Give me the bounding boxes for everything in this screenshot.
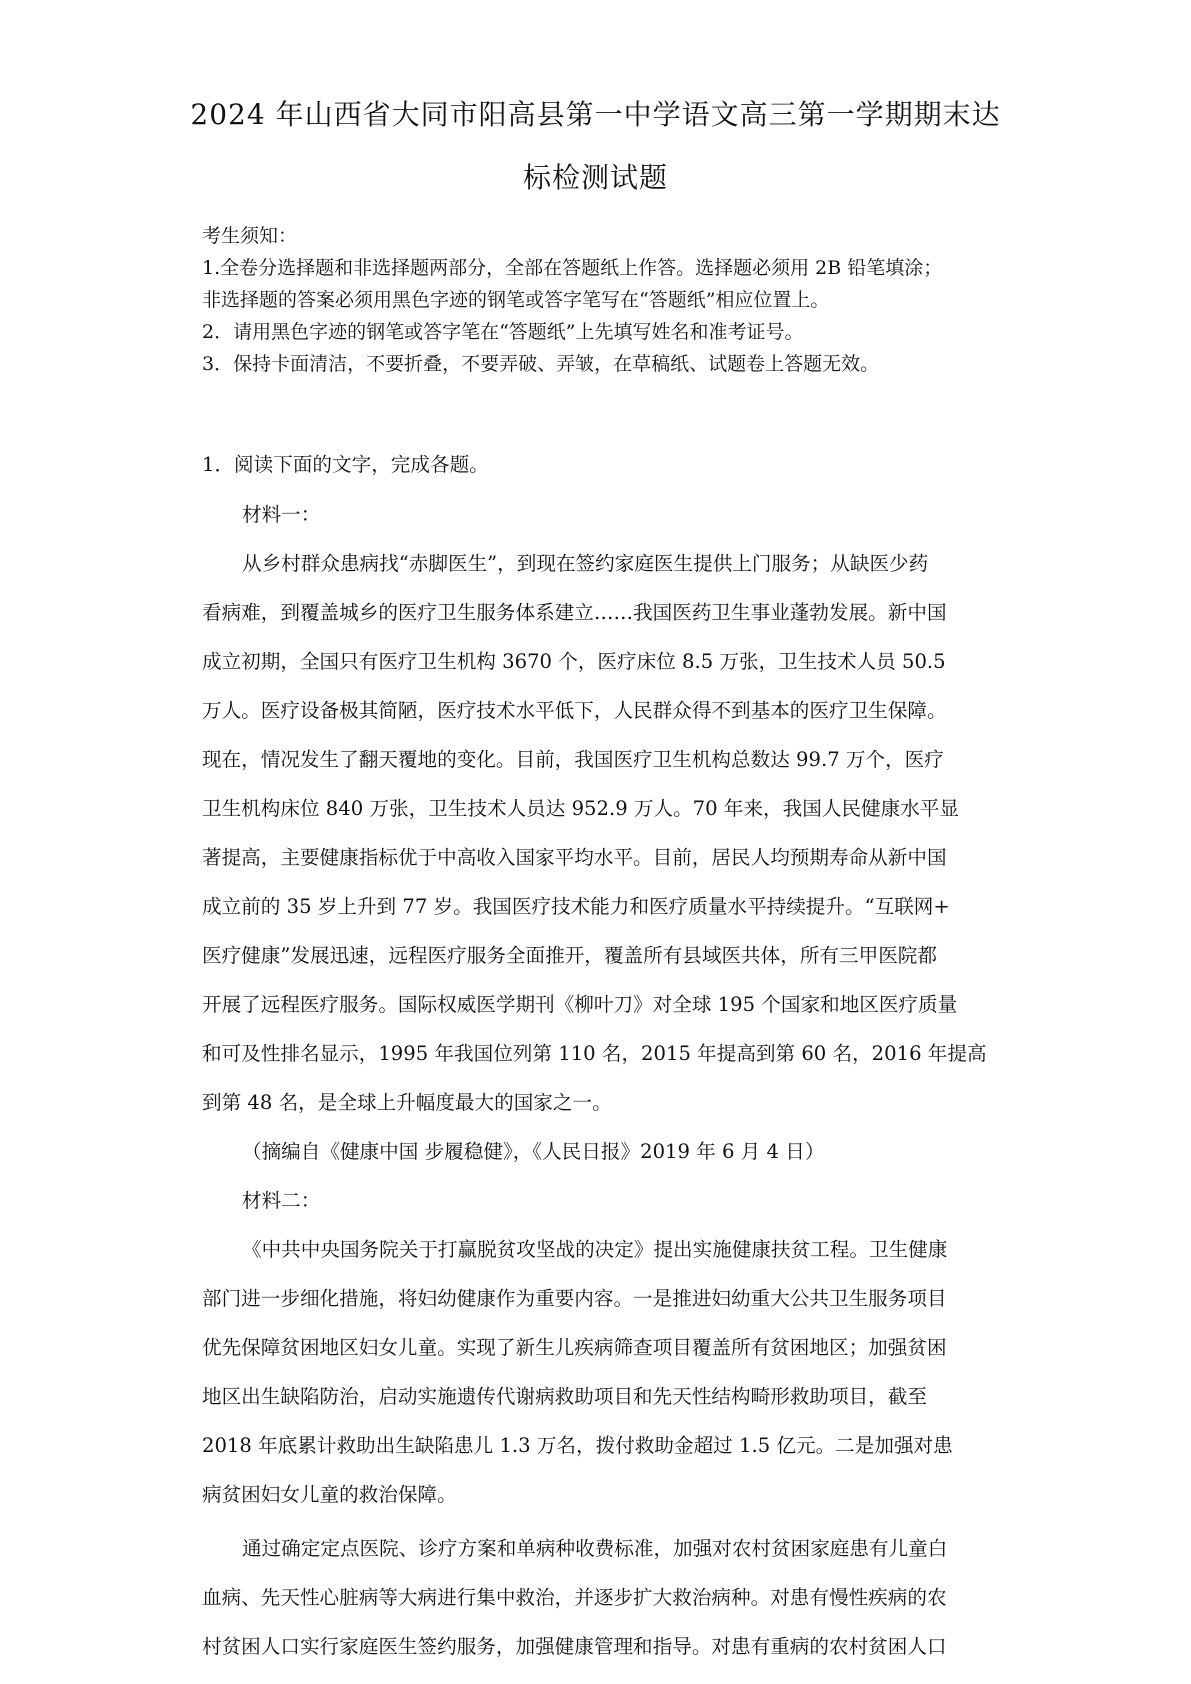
notice-line: 3．保持卡面清洁，不要折叠，不要弄破、弄皱，在草稿纸、试题卷上答题无效。 [202,353,880,375]
notice-line: 1.全卷分选择题和非选择题两部分，全部在答题纸上作答。选择题必须用 2B 铅笔填涂； [202,257,943,279]
material2-line: 《中共中央国务院关于打赢脱贫攻坚战的决定》提出实施健康扶贫工程。卫生健康 [242,1238,948,1261]
material2-line: 2018 年底累计救助出生缺陷患儿 1.3 万名，拨付救助金超过 1.5 亿元。二是加强对患 [202,1434,953,1457]
notice-line: 非选择题的答案必须用黑色字迹的钢笔或答字笔写在“答题纸”相应位置上。 [202,289,830,311]
material1-line: 卫生机构床位 840 万张，卫生技术人员达 952.9 万人。70 年来，我国人民健康水平显 [202,797,959,820]
notice-line: 2．请用黑色字迹的钢笔或答字笔在“答题纸”上先填写姓名和准考证号。 [202,321,804,343]
exam-notice [202,220,1022,380]
document-title-line2: 标检测试题 [522,161,668,194]
material2-line: 病贫困妇女儿童的救治保障。 [202,1483,457,1506]
question-intro: 1．阅读下面的文字，完成各题。 [202,453,489,476]
material1-line: 和可及性排名显示，1995 年我国位列第 110 名，2015 年提高到第 60 名，2016 年提高 [202,1042,987,1065]
material1-line: 医疗健康”发展迅速，远程医疗服务全面推开，覆盖所有县域医共体，所有三甲医院都 [202,944,937,967]
material1-line: 成立前的 35 岁上升到 77 岁。我国医疗技术能力和医疗质量水平持续提升。“互联网+ [202,895,950,918]
material2-line: 血病、先天性心脏病等大病进行集中救治，并逐步扩大救治病种。对患有慢性疾病的农 [202,1586,947,1609]
material2-line: 通过确定定点医院、诊疗方案和单病种收费标准，加强对农村贫困家庭患有儿童白 [242,1537,948,1560]
material1-line: 现在，情况发生了翻天覆地的变化。目前，我国医疗卫生机构总数达 99.7 万个，医疗 [202,748,944,771]
material1-line: 万人。医疗设备极其简陋，医疗技术水平低下，人民群众得不到基本的医疗卫生保障。 [202,699,947,722]
material1-source: （摘编自《健康中国 步履稳健》，《人民日报》2019 年 6 月 4 日） [242,1140,825,1163]
material2-line: 地区出生缺陷防治，启动实施遗传代谢病救助项目和先天性结构畸形救助项目，截至 [202,1385,927,1408]
notice-heading: 考生须知： [202,225,298,247]
material2-line: 部门进一步细化措施，将妇幼健康作为重要内容。一是推进妇幼重大公共卫生服务项目 [202,1287,947,1310]
material2-line: 优先保障贫困地区妇女儿童。实现了新生儿疾病筛查项目覆盖所有贫困地区；加强贫困 [202,1336,947,1359]
material1-label: 材料一： [242,503,321,526]
material1-line: 从乡村群众患病找“赤脚医生”，到现在签约家庭医生提供上门服务；从缺医少药 [242,552,929,575]
material1-line: 看病难，到覆盖城乡的医疗卫生服务体系建立……我国医药卫生事业蓬勃发展。新中国 [202,601,947,624]
material2-label: 材料二： [242,1189,321,1212]
material1-line: 成立初期，全国只有医疗卫生机构 3670 个，医疗床位 8.5 万张，卫生技术人员 50.5 [202,650,946,673]
material1-line: 开展了远程医疗服务。国际权威医学期刊《柳叶刀》对全球 195 个国家和地区医疗质量 [202,993,958,1016]
material2-line: 村贫困人口实行家庭医生签约服务，加强健康管理和指导。对患有重病的农村贫困人口 [202,1635,947,1658]
document-title-line1: 2024 年山西省大同市阳高县第一中学语文高三第一学期期末达 [190,98,1001,131]
material1-line: 到第 48 名，是全球上升幅度最大的国家之一。 [202,1091,612,1114]
material1-line: 著提高，主要健康指标优于中高收入国家平均水平。目前，居民人均预期寿命从新中国 [202,846,947,869]
